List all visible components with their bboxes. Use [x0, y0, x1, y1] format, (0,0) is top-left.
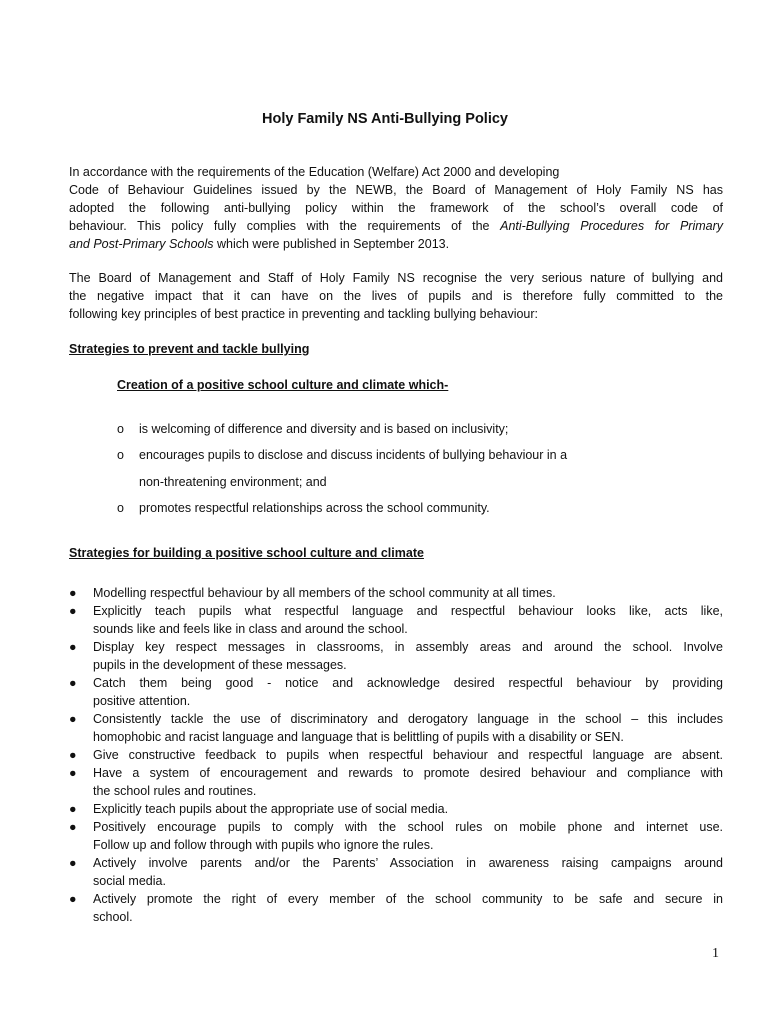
bullet-line: positive attention. [93, 694, 191, 708]
bullet-line: pupils in the development of these messages. [93, 658, 347, 672]
section-heading-prevent: Strategies to prevent and tackle bullying [69, 342, 310, 356]
bullet-line: Actively involve parents and/or the Parents’ Association in awareness raising campaigns around [93, 856, 723, 870]
list-item-text: non-threatening environment; and [139, 475, 327, 489]
bullet-item [69, 890, 723, 926]
bullet-line: Explicitly teach pupils what respectful language and respectful behaviour looks like, acts like, [93, 604, 723, 618]
intro-line-2: Code of Behaviour Guidelines issued by the NEWB, the Board of Management of Holy Family NS has [69, 183, 723, 197]
intro-line-4-italic: Anti-Bullying Procedures for Primary [500, 219, 723, 233]
bullet-item [69, 602, 723, 638]
bullet-line: Modelling respectful behaviour by all members of the school community at all times. [93, 586, 556, 600]
bullet-line: Catch them being good - notice and acknowledge desired respectful behaviour by providing [93, 676, 723, 690]
bullet-marker: ● [69, 820, 77, 834]
bullet-marker: ● [69, 802, 77, 816]
commitment-line-1: The Board of Management and Staff of Holy Family NS recognise the very serious nature of bullying and [69, 271, 723, 285]
page-number: 1 [712, 946, 719, 961]
intro-line-5-italic: and Post-Primary Schools [69, 237, 214, 251]
intro-line-3: adopted the following anti-bullying policy within the framework of the school’s overall code of [69, 201, 723, 215]
list-marker: o [117, 448, 124, 462]
bullet-list [69, 584, 723, 926]
bullet-item [69, 818, 723, 854]
list-marker: o [117, 422, 124, 436]
bullet-line: Display key respect messages in classrooms, in assembly areas and around the school. Involve [93, 640, 723, 654]
intro-line-4-text: behaviour. This policy fully complies with the requirements of the [69, 219, 501, 233]
intro-line-4 [69, 217, 723, 235]
bullet-item [69, 638, 723, 674]
bullet-item [69, 584, 723, 602]
bullet-marker: ● [69, 604, 77, 618]
bullet-marker: ● [69, 586, 77, 600]
bullet-marker: ● [69, 748, 77, 762]
bullet-line: school. [93, 910, 133, 924]
intro-line-1: In accordance with the requirements of the Education (Welfare) Act 2000 and developing [69, 165, 560, 179]
bullet-line: Give constructive feedback to pupils when respectful behaviour and respectful language are absent. [93, 748, 723, 762]
intro-line-5 [69, 235, 723, 253]
bullet-line: homophobic and racist language and language that is belittling of pupils with a disability or SEN. [93, 730, 624, 744]
bullet-item [69, 800, 723, 818]
commitment-line-2: the negative impact that it can have on the lives of pupils and is therefore fully committed to the [69, 289, 723, 303]
bullet-line: Explicitly teach pupils about the appropriate use of social media. [93, 802, 449, 816]
bullet-marker: ● [69, 640, 77, 654]
bullet-marker: ● [69, 766, 77, 780]
list-item-text: is welcoming of difference and diversity and is based on inclusivity; [139, 422, 509, 436]
section-heading-building: Strategies for building a positive school culture and climate [69, 546, 424, 560]
bullet-line: Follow up and follow through with pupils who ignore the rules. [93, 838, 434, 852]
bullet-line: sounds like and feels like in class and around the school. [93, 622, 408, 636]
bullet-line: Consistently tackle the use of discriminatory and derogatory language in the school – this includes [93, 712, 723, 726]
bullet-line: Have a system of encouragement and rewards to promote desired behaviour and compliance with [93, 766, 723, 780]
list-marker: o [117, 501, 124, 515]
list-item-text: promotes respectful relationships across the school community. [139, 501, 490, 515]
intro-line-5-text: which were published in September 2013. [213, 237, 450, 251]
list-item-text: encourages pupils to disclose and discuss incidents of bullying behaviour in a [139, 448, 568, 462]
subsection-heading-culture: Creation of a positive school culture and climate which- [117, 378, 449, 392]
bullet-marker: ● [69, 892, 77, 906]
bullet-line: Actively promote the right of every member of the school community to be safe and secure in [93, 892, 723, 906]
bullet-line: the school rules and routines. [93, 784, 257, 798]
bullet-line: Positively encourage pupils to comply with the school rules on mobile phone and internet use. [93, 820, 723, 834]
intro-paragraph [69, 163, 723, 253]
bullet-marker: ● [69, 712, 77, 726]
bullet-marker: ● [69, 856, 77, 870]
bullet-item [69, 854, 723, 890]
bullet-item [69, 764, 723, 800]
bullet-item [69, 746, 723, 764]
bullet-item [69, 674, 723, 710]
commitment-paragraph [69, 269, 723, 323]
bullet-item [69, 710, 723, 746]
bullet-marker: ● [69, 676, 77, 690]
page-title: Holy Family NS Anti-Bullying Policy [262, 111, 508, 127]
bullet-line: social media. [93, 874, 166, 888]
commitment-line-3: following key principles of best practice in preventing and tackling bullying behaviour: [69, 307, 539, 321]
